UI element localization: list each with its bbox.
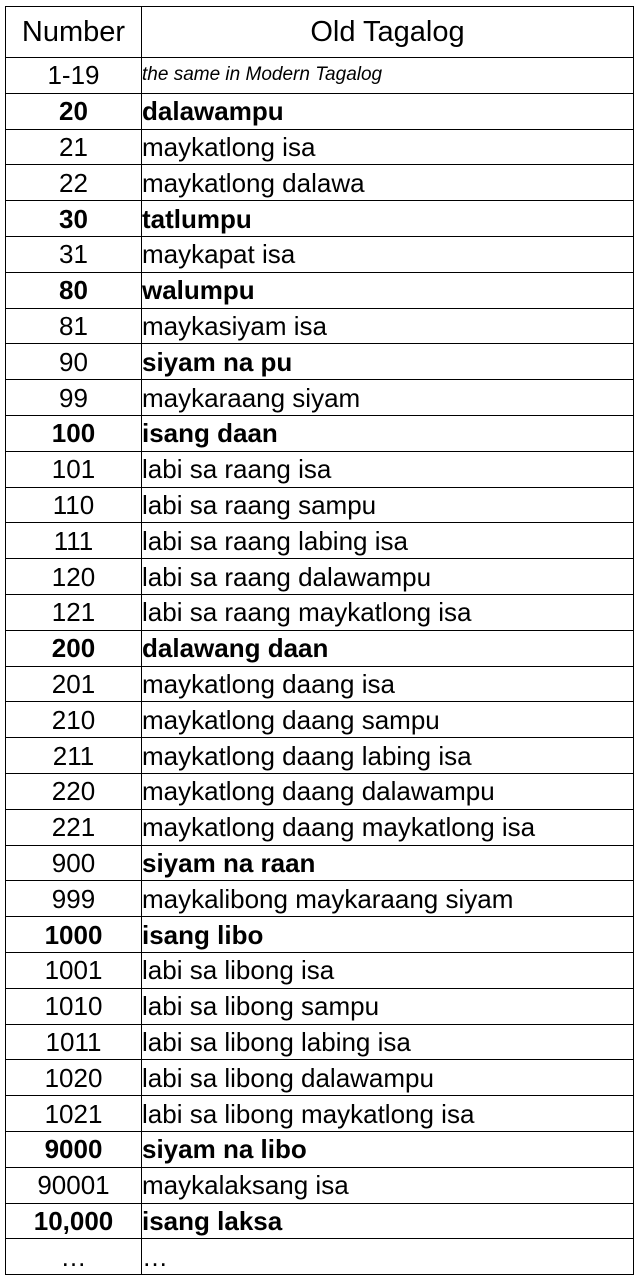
number-cell: 1020 bbox=[6, 1060, 142, 1096]
number-cell: 1-19 bbox=[6, 58, 142, 94]
table-row bbox=[6, 773, 634, 809]
old-tagalog-cell: labi sa raang maykatlong isa bbox=[142, 594, 634, 630]
number-cell: 90001 bbox=[6, 1167, 142, 1203]
table-row bbox=[6, 272, 634, 308]
old-tagalog-cell: isang laksa bbox=[142, 1203, 634, 1239]
number-cell: 211 bbox=[6, 738, 142, 774]
old-tagalog-cell: walumpu bbox=[142, 272, 634, 308]
table-row bbox=[6, 666, 634, 702]
old-tagalog-cell: isang libo bbox=[142, 917, 634, 953]
number-cell: 100 bbox=[6, 415, 142, 451]
table-row bbox=[6, 129, 634, 165]
number-cell: 21 bbox=[6, 129, 142, 165]
old-tagalog-cell: maykatlong dalawa bbox=[142, 165, 634, 201]
table-row bbox=[6, 1096, 634, 1132]
table-row bbox=[6, 415, 634, 451]
number-table bbox=[5, 6, 634, 1275]
table-row bbox=[6, 451, 634, 487]
table-row bbox=[6, 58, 634, 94]
old-tagalog-cell: labi sa raang sampu bbox=[142, 487, 634, 523]
old-tagalog-cell: labi sa libong labing isa bbox=[142, 1024, 634, 1060]
number-cell: 1010 bbox=[6, 988, 142, 1024]
old-tagalog-cell: dalawampu bbox=[142, 93, 634, 129]
old-tagalog-cell: maykatlong isa bbox=[142, 129, 634, 165]
number-cell: 1000 bbox=[6, 917, 142, 953]
old-tagalog-cell: labi sa raang isa bbox=[142, 451, 634, 487]
table-row bbox=[6, 165, 634, 201]
number-cell: 90 bbox=[6, 344, 142, 380]
number-cell: 221 bbox=[6, 809, 142, 845]
number-cell: 99 bbox=[6, 380, 142, 416]
number-cell: 31 bbox=[6, 236, 142, 272]
number-cell: 30 bbox=[6, 201, 142, 237]
table-row bbox=[6, 344, 634, 380]
table-row bbox=[6, 487, 634, 523]
number-cell: 1021 bbox=[6, 1096, 142, 1132]
table-row bbox=[6, 1060, 634, 1096]
table-row bbox=[6, 201, 634, 237]
number-cell: 20 bbox=[6, 93, 142, 129]
old-tagalog-cell: isang daan bbox=[142, 415, 634, 451]
table-row bbox=[6, 881, 634, 917]
number-cell: 1011 bbox=[6, 1024, 142, 1060]
number-cell: 999 bbox=[6, 881, 142, 917]
old-tagalog-cell: maykalaksang isa bbox=[142, 1167, 634, 1203]
table-row bbox=[6, 738, 634, 774]
table-row bbox=[6, 630, 634, 666]
number-cell: 9000 bbox=[6, 1131, 142, 1167]
table-row bbox=[6, 523, 634, 559]
table-row bbox=[6, 809, 634, 845]
header-row bbox=[6, 7, 634, 58]
number-cell: 110 bbox=[6, 487, 142, 523]
number-cell: 101 bbox=[6, 451, 142, 487]
number-cell: 1001 bbox=[6, 952, 142, 988]
old-tagalog-cell: maykasiyam isa bbox=[142, 308, 634, 344]
old-tagalog-cell: siyam na pu bbox=[142, 344, 634, 380]
number-cell: 200 bbox=[6, 630, 142, 666]
table-row bbox=[6, 594, 634, 630]
table-row bbox=[6, 702, 634, 738]
old-tagalog-cell: maykaraang siyam bbox=[142, 380, 634, 416]
number-cell: 120 bbox=[6, 559, 142, 595]
table-row bbox=[6, 308, 634, 344]
table-row bbox=[6, 952, 634, 988]
old-tagalog-cell: dalawang daan bbox=[142, 630, 634, 666]
old-tagalog-cell: labi sa libong dalawampu bbox=[142, 1060, 634, 1096]
number-cell: 210 bbox=[6, 702, 142, 738]
table-row bbox=[6, 845, 634, 881]
old-tagalog-cell: maykatlong daang dalawampu bbox=[142, 773, 634, 809]
table-row bbox=[6, 93, 634, 129]
number-cell: … bbox=[6, 1239, 142, 1275]
old-tagalog-cell: tatlumpu bbox=[142, 201, 634, 237]
old-tagalog-cell: labi sa libong maykatlong isa bbox=[142, 1096, 634, 1132]
number-cell: 121 bbox=[6, 594, 142, 630]
old-tagalog-cell: siyam na raan bbox=[142, 845, 634, 881]
table-row bbox=[6, 917, 634, 953]
old-tagalog-cell: maykatlong daang sampu bbox=[142, 702, 634, 738]
table-row bbox=[6, 236, 634, 272]
number-cell: 900 bbox=[6, 845, 142, 881]
old-tagalog-cell: labi sa raang dalawampu bbox=[142, 559, 634, 595]
old-tagalog-cell: siyam na libo bbox=[142, 1131, 634, 1167]
old-tagalog-cell: labi sa raang labing isa bbox=[142, 523, 634, 559]
table-row bbox=[6, 380, 634, 416]
table-body bbox=[6, 58, 634, 1275]
table-row bbox=[6, 1167, 634, 1203]
number-cell: 111 bbox=[6, 523, 142, 559]
number-cell: 81 bbox=[6, 308, 142, 344]
old-tagalog-cell: maykatlong daang maykatlong isa bbox=[142, 809, 634, 845]
table-row bbox=[6, 1024, 634, 1060]
old-tagalog-cell: labi sa libong sampu bbox=[142, 988, 634, 1024]
table-row bbox=[6, 1131, 634, 1167]
table-row bbox=[6, 988, 634, 1024]
table-row bbox=[6, 1239, 634, 1275]
old-tagalog-column-header: Old Tagalog bbox=[142, 7, 634, 58]
old-tagalog-cell: … bbox=[142, 1239, 634, 1275]
number-cell: 22 bbox=[6, 165, 142, 201]
old-tagalog-cell: maykapat isa bbox=[142, 236, 634, 272]
old-tagalog-cell: maykatlong daang isa bbox=[142, 666, 634, 702]
old-tagalog-cell: maykalibong maykaraang siyam bbox=[142, 881, 634, 917]
number-cell: 201 bbox=[6, 666, 142, 702]
table-row bbox=[6, 1203, 634, 1239]
old-tagalog-cell: labi sa libong isa bbox=[142, 952, 634, 988]
old-tagalog-cell: maykatlong daang labing isa bbox=[142, 738, 634, 774]
table-row bbox=[6, 559, 634, 595]
old-tagalog-cell: the same in Modern Tagalog bbox=[142, 58, 634, 94]
number-column-header: Number bbox=[6, 7, 142, 58]
number-cell: 80 bbox=[6, 272, 142, 308]
number-cell: 10,000 bbox=[6, 1203, 142, 1239]
number-cell: 220 bbox=[6, 773, 142, 809]
